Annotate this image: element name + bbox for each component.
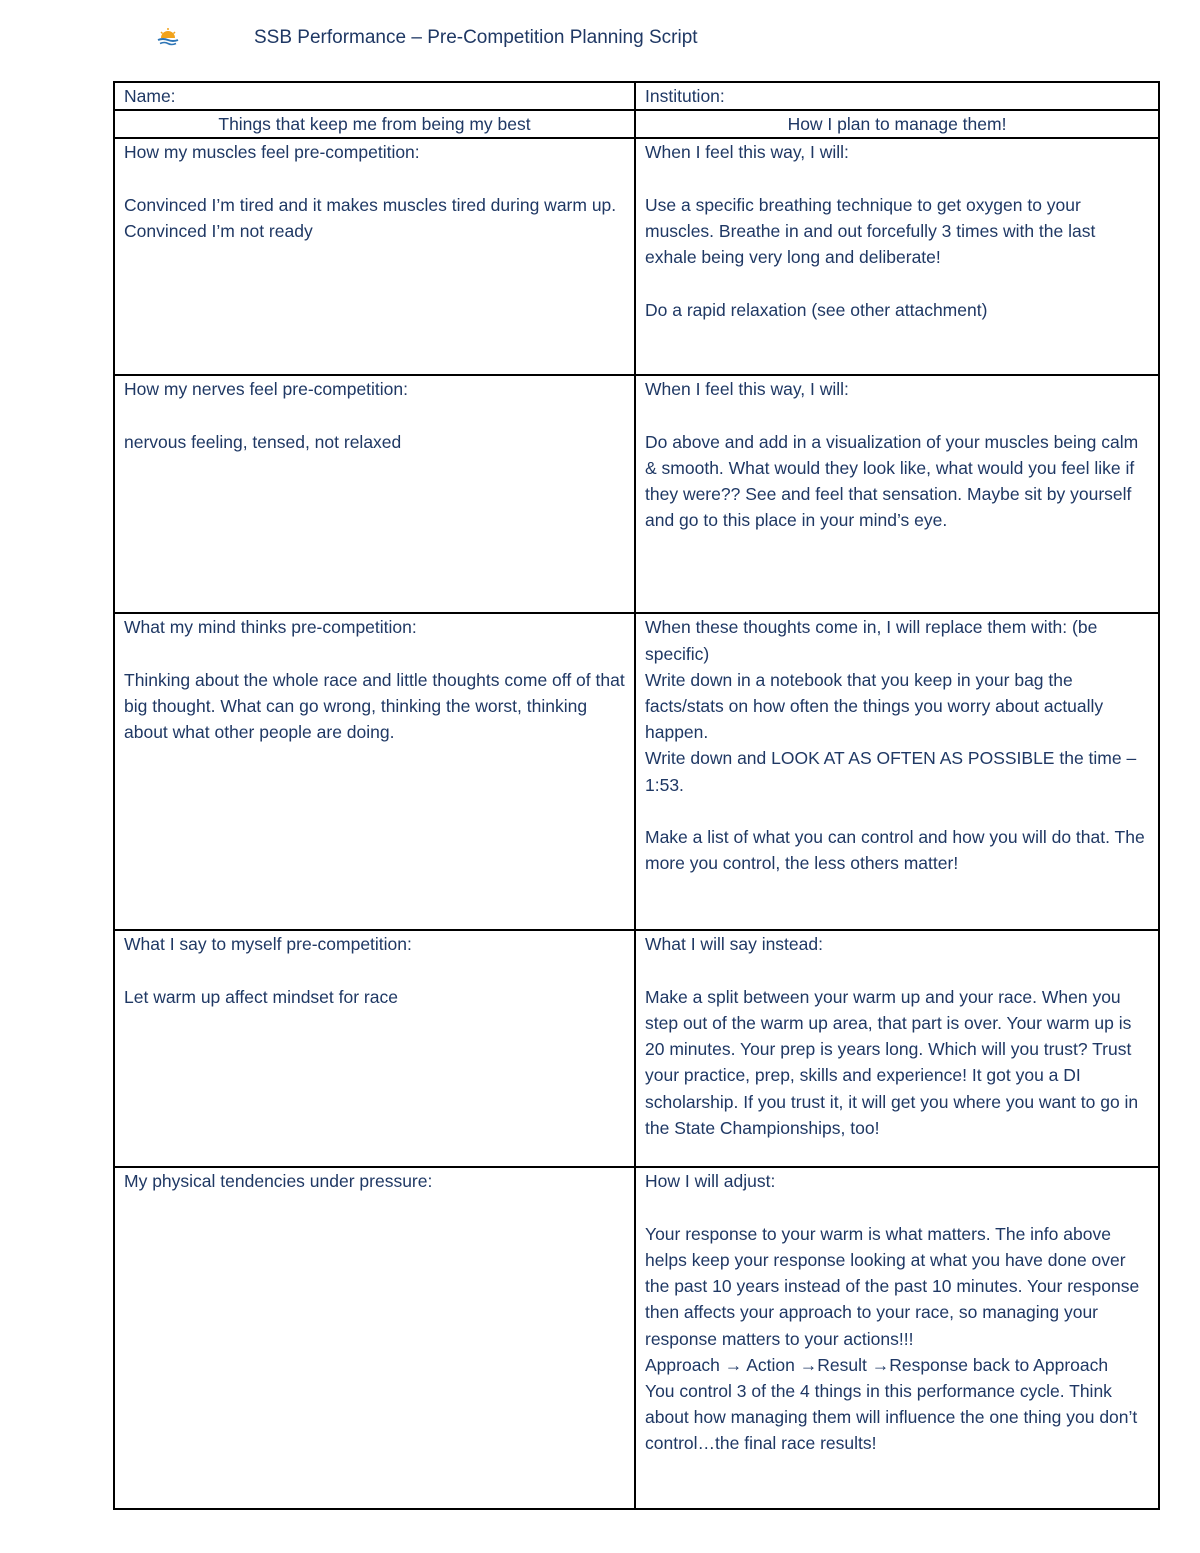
table-row [114, 930, 1159, 1167]
sun-over-water-logo [157, 26, 179, 46]
challenge-prompt: My physical tendencies under pressure: [124, 1171, 433, 1192]
plan-cell [635, 375, 1159, 613]
form-row [114, 82, 1159, 110]
plan-cell [635, 138, 1159, 375]
cycle-response: Response back to Approach [889, 1354, 1109, 1375]
challenge-prompt: What I say to myself pre-competition: [124, 934, 412, 955]
column-header-left: Things that keep me from being my best [114, 110, 635, 138]
arrow-right-icon: → [724, 1354, 743, 1375]
cycle-action: Action [746, 1354, 795, 1375]
plan-answer: Make a list of what you can control and how you will do that. The more you control, the less others matter! [645, 827, 1145, 874]
challenge-answer: nervous feeling, tensed, not relaxed [124, 431, 402, 452]
challenge-prompt: How my nerves feel pre-competition: [124, 379, 408, 400]
plan-answer: Write down and LOOK AT AS OFTEN AS POSSIBLE the time – 1:53. [645, 748, 1137, 795]
challenge-prompt: How my muscles feel pre-competition: [124, 142, 420, 163]
column-header-right: How I plan to manage them! [635, 110, 1159, 138]
institution-label: Institution: [645, 86, 725, 106]
name-label: Name: [124, 86, 176, 106]
challenge-cell [114, 1167, 635, 1509]
plan-prompt: When I feel this way, I will: [645, 142, 849, 163]
plan-cell [635, 613, 1159, 930]
challenge-cell [114, 930, 635, 1167]
plan-answer: Your response to your warm is what matters. The info above helps keep your response looking at what you have done over the past 10 years instead of the past 10 minutes. Your response then affects your approach to your race, so managing your response matters to your actions!!! [645, 1223, 1140, 1349]
cycle-approach: Approach [645, 1354, 720, 1375]
challenge-answer: Let warm up affect mindset for race [124, 986, 398, 1007]
cycle-result: Result [817, 1354, 867, 1375]
challenge-answer: Thinking about the whole race and little thoughts come off of that big thought. What can go wrong, thinking the worst, thinking about what other people are doing. [124, 669, 625, 743]
plan-answer: Make a split between your warm up and your race. When you step out of the warm up area, that part is over. Your warm up is 20 minutes. Your prep is years long. Which will you trust? Trust your practice, prep, skills and experience! It got you a DI scholarship. If you trust it, it will get you where you want to go in the State Championships, too! [645, 986, 1139, 1138]
plan-prompt: When these thoughts come in, I will replace them with: (be specific) [645, 617, 1098, 664]
table-row [114, 613, 1159, 930]
plan-prompt: What I will say instead: [645, 934, 823, 955]
plan-answer: Do a rapid relaxation (see other attachment) [645, 299, 988, 320]
challenge-cell [114, 138, 635, 375]
plan-answer: Write down in a notebook that you keep in your bag the facts/stats on how often the things you worry about actually happen. [645, 669, 1104, 743]
challenge-answer: Convinced I’m not ready [124, 221, 313, 241]
challenge-prompt: What my mind thinks pre-competition: [124, 617, 417, 638]
performance-cycle [645, 1352, 1149, 1378]
table-row [114, 375, 1159, 613]
plan-answer: Do above and add in a visualization of your muscles being calm & smooth. What would they look like, what would you feel like if they were?? See and feel that sensation. Maybe sit by yourself and go to this place in your mind’s eye. [645, 431, 1139, 531]
column-header-row [114, 110, 1159, 138]
plan-cell [635, 1167, 1159, 1509]
table-row [114, 1167, 1159, 1509]
challenge-cell [114, 613, 635, 930]
challenge-cell [114, 375, 635, 613]
arrow-right-icon: → [799, 1354, 818, 1375]
plan-answer: You control 3 of the 4 things in this performance cycle. Think about how managing them will influence the one thing you don’t control…the final race results! [645, 1381, 1138, 1454]
challenge-answer: Convinced I’m tired and it makes muscles tired during warm up. [124, 194, 617, 215]
name-field[interactable] [114, 82, 635, 110]
document-title: SSB Performance – Pre-Competition Planning Script [254, 27, 698, 48]
institution-field[interactable] [635, 82, 1159, 110]
plan-cell [635, 930, 1159, 1167]
table-row [114, 138, 1159, 375]
plan-answer: Use a specific breathing technique to get oxygen to your muscles. Breathe in and out forcefully 3 times with the last exhale being very long and deliberate! [645, 194, 1096, 268]
plan-prompt: How I will adjust: [645, 1171, 776, 1192]
planning-table [113, 81, 1160, 1510]
arrow-right-icon: → [871, 1354, 890, 1375]
plan-prompt: When I feel this way, I will: [645, 379, 849, 400]
